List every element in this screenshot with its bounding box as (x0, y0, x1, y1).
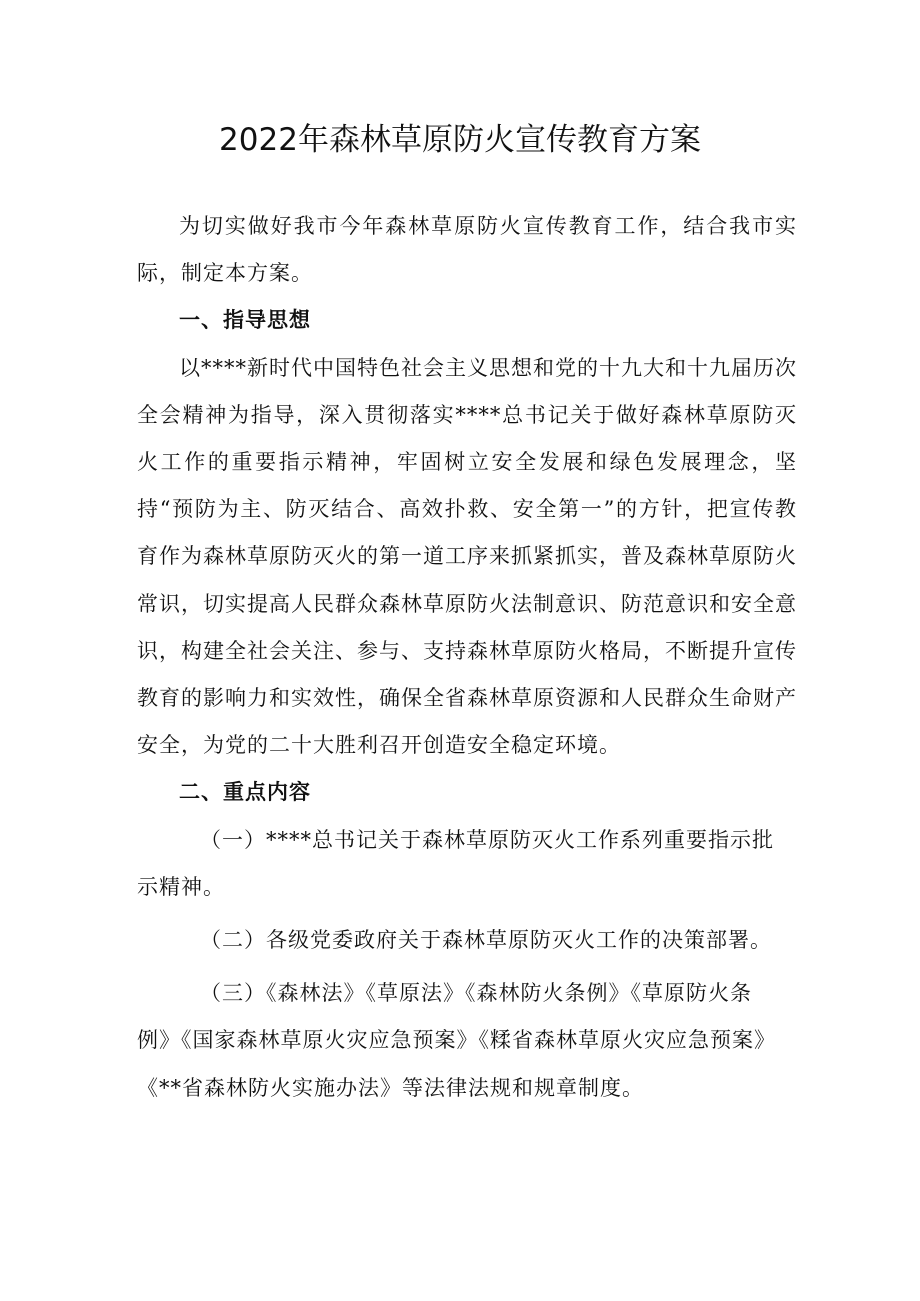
intro-paragraph: 为切实做好我市今年森林草原防火宣传教育工作，结合我市实际，制定本方案。 (137, 214, 797, 286)
section-heading-key-content: 二、重点内容 (179, 780, 311, 805)
key-content-item-2: （二）各级党委政府关于森林草原防灭火工作的决策部署。 (200, 928, 772, 953)
section-heading-guiding-ideology: 一、指导思想 (179, 308, 311, 333)
key-content-item-3: （三）《森林法》《草原法》《森林防火条例》《草原防火条例》《国家森林草原火灾应急预案》《糅省森林草原火灾应急预案》《**省森林防火实施办法》等法律法规和规章制度。 (137, 981, 776, 1100)
key-content-item-1: （一）****总书记关于森林草原防灭火工作系列重要指示批示精神。 (137, 827, 774, 899)
guiding-ideology-paragraph: 以****新时代中国特色社会主义思想和党的十九大和十九届历次全会精神为指导，深入贯彻落实****总书记关于做好森林草原防灭火工作的重要指示精神，牢固树立安全发展和绿色发展理念，坚持“预防为主、防灭结合、高效扑救、安全第一”的方针，把宣传教育作为森林草原防灭火的第一道工序来抓紧抓实，普及森林草原防火常识，切实提高人民群众森林草原防火法制意识、防范意识和安全意识，构建全社会关注、参与、支持森林草原防火格局，不断提升宣传教育的影响力和实效性，确保全省森林草原资源和人民群众生命财产安全，为党的二十大胜利召开创造安全稳定环境。 (137, 355, 797, 758)
document-body (137, 203, 797, 1118)
document-title: 2022年森林草原防火宣传教育方案 (219, 122, 701, 158)
